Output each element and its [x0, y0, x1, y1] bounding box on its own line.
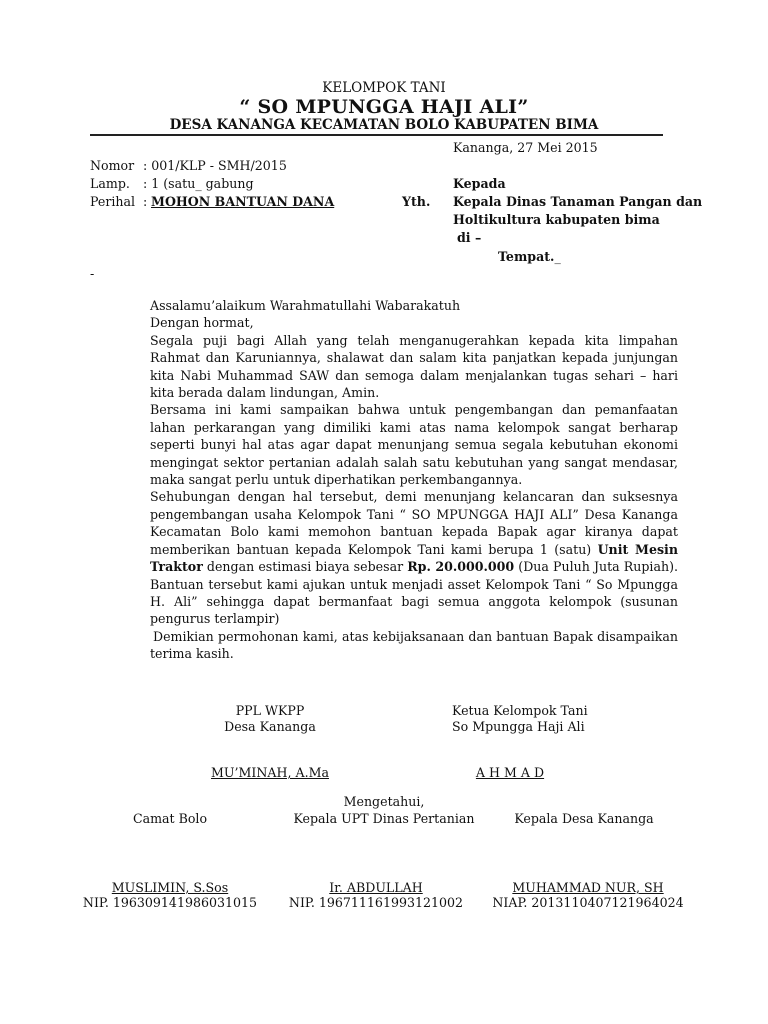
desa-title: Kepala Desa Kananga: [514, 811, 654, 826]
perihal-label: Perihal: [90, 194, 136, 209]
desa-nip: NIAP. 2013110407121964024: [492, 895, 684, 910]
sig-left-title1: PPL WKPP: [235, 703, 305, 718]
paragraph-2: Bersama ini kami sampaikan bahwa untuk pengembangan dan pemanfaatan lahan perkarangan yang dimiliki kami atas nama kelompok sangat berharap seperti bunyi hal atas agar dapat menunjang semua segala kebutuhan ekonomi mengingat sektor pertanian adalah salah satu kebutuhan yang sangat mendasar, maka sangat perlu untuk diperhatikan perkembangannya.: [150, 402, 678, 488]
nomor-value: : 001/KLP - SMH/2015: [143, 158, 287, 173]
recipient-line1: Kepala Dinas Tanaman Pangan dan: [453, 194, 703, 209]
kepada-label: Kepada: [453, 176, 506, 191]
p3-part-c: (Dua Puluh Juta Rupiah). Bantuan tersebut kami ajukan untuk menjadi asset Kelompok Tani “ So Mpungga H. Ali” sehingga dapat bermanfaat bagi semua anggota kelompok (susunan pengurus terlampir): [150, 559, 678, 627]
letterhead-rule: [90, 134, 663, 136]
lamp-label: Lamp.: [90, 176, 130, 191]
paragraph-1: Segala puji bagi Allah yang telah menganugerahkan kepada kita limpahan Rahmat dan Karuniannya, shalawat dan salam kita panjatkan kepada junjungan kita Nabi Muhammad SAW dan semoga dalam menjalankan tugas sehari – hari kita berada dalam lindungan, Amin.: [150, 332, 678, 401]
yth-label: Yth.: [402, 194, 431, 209]
org-name: “ SO MPUNGGA HAJI ALI”: [239, 96, 529, 118]
upt-title: Kepala UPT Dinas Pertanian: [293, 811, 475, 826]
date-place: Kananga, 27 Mei 2015: [453, 140, 598, 155]
perihal-value: MOHON BANTUAN DANA: [151, 194, 335, 209]
camat-nip: NIP. 196309141986031015: [82, 895, 258, 910]
camat-title: Camat Bolo: [132, 811, 208, 826]
sig-right-title2: So Mpungga Haji Ali: [452, 719, 585, 734]
recipient-tempat: [498, 249, 561, 264]
recipient-di: di –: [457, 230, 482, 245]
paragraph-3: [150, 488, 678, 627]
tempat-text: Tempat.: [498, 249, 555, 264]
stray-dash: -: [90, 266, 95, 281]
sig-left-name: MU’MINAH, A.Ma: [211, 765, 329, 780]
camat-name: MUSLIMIN, S.Sos: [111, 880, 229, 895]
recipient-line2: Holtikultura kabupaten bima: [453, 212, 660, 227]
nomor-label: Nomor: [90, 158, 135, 173]
letter-body: [150, 297, 678, 663]
perihal-colon: :: [143, 194, 148, 209]
p3-unit: Unit Mesin Traktor: [150, 541, 678, 575]
org-line1: KELOMPOK TANI: [322, 80, 446, 96]
sig-right-title1: Ketua Kelompok Tani: [452, 703, 588, 718]
p3-amount: Rp. 20.000.000: [407, 559, 515, 575]
org-address: DESA KANANGA KECAMATAN BOLO KABUPATEN BIMA: [169, 117, 599, 133]
sig-left-title2: Desa Kananga: [224, 719, 316, 734]
sig-right-name: A H M A D: [475, 765, 545, 780]
paragraph-4: Demikian permohonan kami, atas kebijaksanaan dan bantuan Bapak disampaikan terima kasih.: [150, 628, 678, 662]
salam: Assalamu’alaikum Warahmatullahi Wabarakatuh: [150, 298, 461, 313]
tempat-tail: _: [554, 249, 561, 264]
p3-part-a: Sehubungan dengan hal tersebut, demi menunjang kelancaran dan suksesnya pengembangan usaha Kelompok Tani “ SO MPUNGGA HAJI ALI” Desa Kananga Kecamatan Bolo kami memohon bantuan kepada Bapak agar kiranya dapat memberikan bantuan kepada Kelompok Tani kami berupa 1 (satu): [150, 489, 678, 557]
upt-nip: NIP. 196711161993121002: [288, 895, 464, 910]
desa-name: MUHAMMAD NUR, SH: [512, 880, 664, 895]
p3-part-b: dengan estimasi biaya sebesar: [202, 559, 408, 575]
lamp-value: : 1 (satu_ gabung: [143, 176, 254, 191]
mengetahui-label: Mengetahui,: [343, 794, 425, 809]
upt-name: Ir. ABDULLAH: [329, 880, 423, 895]
dengan-hormat: Dengan hormat,: [150, 315, 254, 331]
